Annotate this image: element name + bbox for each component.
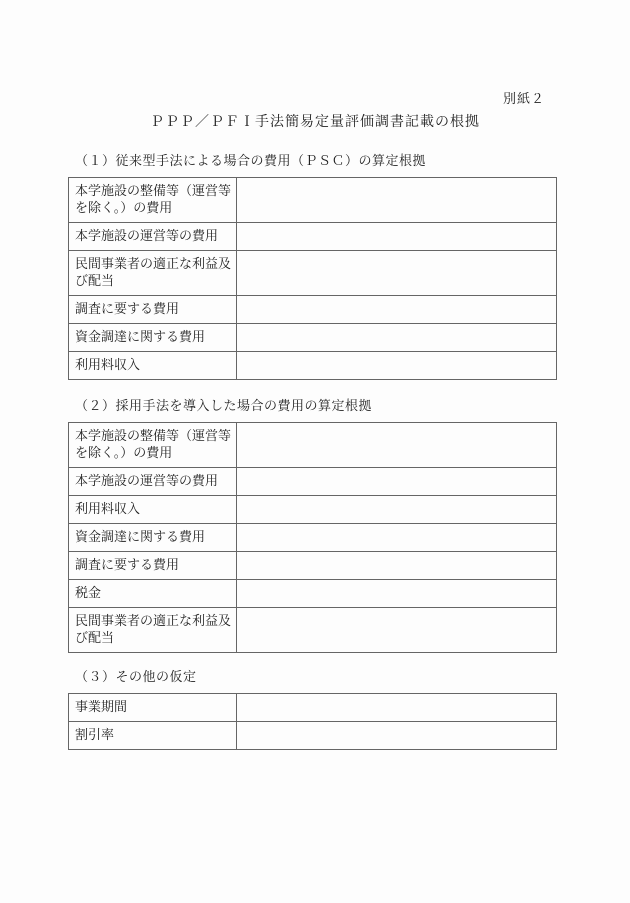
row-value-cell xyxy=(237,694,557,722)
row-label: 民間事業者の適正な利益及び配当 xyxy=(69,608,237,653)
table-row xyxy=(69,223,557,251)
row-label: 本学施設の運営等の費用 xyxy=(69,223,237,251)
section-heading-psc: （１）従来型手法による場合の費用（ＰＳＣ）の算定根拠 xyxy=(75,154,427,169)
row-value-cell xyxy=(237,552,557,580)
row-value-cell xyxy=(237,608,557,653)
row-label: 本学施設の整備等（運営等を除く。）の費用 xyxy=(69,423,237,468)
table-row xyxy=(69,722,557,750)
adopted-method-table xyxy=(68,422,557,653)
table-row xyxy=(69,352,557,380)
row-label: 税金 xyxy=(69,580,237,608)
other-assumptions-table xyxy=(68,693,557,750)
row-value-cell xyxy=(237,580,557,608)
row-value-cell xyxy=(237,178,557,223)
row-label: 利用料収入 xyxy=(69,352,237,380)
table-row xyxy=(69,468,557,496)
table-row xyxy=(69,178,557,223)
row-label: 調査に要する費用 xyxy=(69,296,237,324)
table-row xyxy=(69,496,557,524)
row-value-cell xyxy=(237,352,557,380)
table-row xyxy=(69,324,557,352)
page-title: ＰＰＰ／ＰＦＩ手法簡易定量評価調書記載の根拠 xyxy=(150,114,480,130)
section-heading-adopted-method: （２）採用手法を導入した場合の費用の算定根拠 xyxy=(75,399,373,414)
psc-basis-table xyxy=(68,177,557,380)
row-value-cell xyxy=(237,423,557,468)
table-row xyxy=(69,552,557,580)
attachment-label: 別紙２ xyxy=(502,92,545,107)
table-row xyxy=(69,296,557,324)
row-label: 調査に要する費用 xyxy=(69,552,237,580)
table-row xyxy=(69,694,557,722)
section-heading-other-assumptions: （３）その他の仮定 xyxy=(75,670,197,685)
row-label: 割引率 xyxy=(69,722,237,750)
section-other-assumptions xyxy=(68,669,558,750)
row-value-cell xyxy=(237,324,557,352)
section-psc-basis xyxy=(68,153,558,380)
row-label: 利用料収入 xyxy=(69,496,237,524)
row-value-cell xyxy=(237,296,557,324)
section-adopted-method-basis xyxy=(68,398,558,653)
table-row xyxy=(69,608,557,653)
row-value-cell xyxy=(237,223,557,251)
table-row xyxy=(69,251,557,296)
row-label: 民間事業者の適正な利益及び配当 xyxy=(69,251,237,296)
row-label: 資金調達に関する費用 xyxy=(69,524,237,552)
table-row xyxy=(69,580,557,608)
table-row xyxy=(69,423,557,468)
row-label: 資金調達に関する費用 xyxy=(69,324,237,352)
row-value-cell xyxy=(237,251,557,296)
row-label: 本学施設の整備等（運営等を除く。）の費用 xyxy=(69,178,237,223)
row-value-cell xyxy=(237,524,557,552)
row-label: 本学施設の運営等の費用 xyxy=(69,468,237,496)
table-row xyxy=(69,524,557,552)
row-value-cell xyxy=(237,722,557,750)
row-label: 事業期間 xyxy=(69,694,237,722)
row-value-cell xyxy=(237,496,557,524)
row-value-cell xyxy=(237,468,557,496)
